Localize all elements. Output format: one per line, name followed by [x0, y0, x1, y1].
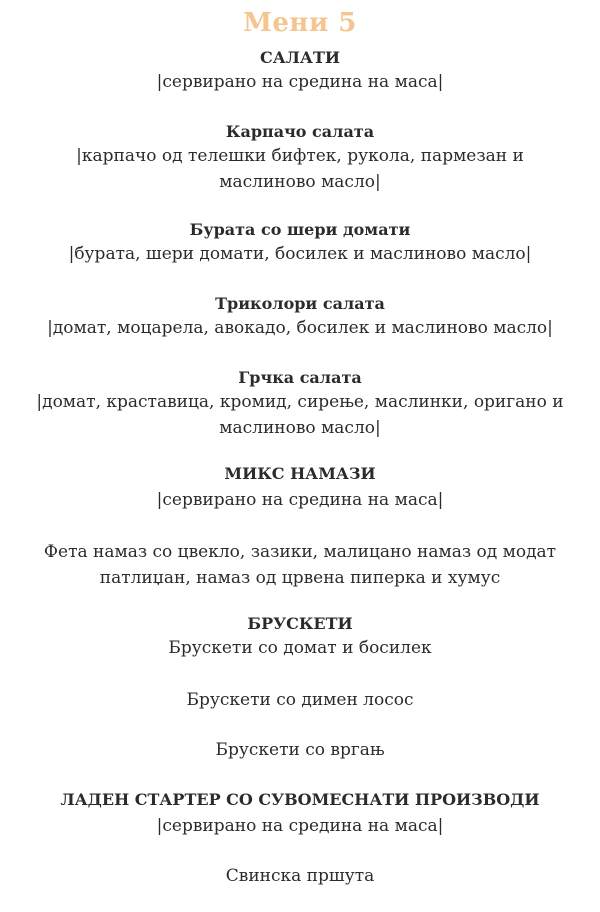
section-note-spreads: |сервирано на средина на маса|: [156, 490, 444, 510]
item-desc-carpaccio-line1: |карпачо од телешки бифтек, рукола, пармезан и: [76, 146, 524, 166]
item-name-burrata: Бурата со шери домати: [189, 220, 411, 239]
item-name-greek: Грчка салата: [238, 368, 362, 387]
item-desc-tricolori: |домат, моцарела, авокадо, босилек и маслиново масло|: [47, 318, 553, 338]
bruschetta-item-tomato: Брускети со домат и босилек: [168, 638, 432, 658]
section-heading-bruschetta: БРУСКЕТИ: [247, 614, 353, 633]
item-desc-greek-line2: маслиново масло|: [219, 418, 381, 438]
bruschetta-item-salmon: Брускети со димен лосос: [186, 690, 414, 710]
cold-starter-item-prosciutto: Свинска пршута: [225, 866, 375, 886]
section-heading-spreads: МИКС НАМАЗИ: [224, 464, 376, 483]
spreads-text-line2: патлиџан, намаз од црвена пиперка и хумус: [99, 568, 501, 588]
item-name-carpaccio: Карпачо салата: [225, 122, 375, 141]
bruschetta-item-porcini: Брускети со вргањ: [215, 740, 385, 760]
section-heading-cold-starter: ЛАДЕН СТАРТЕР СО СУВОМЕСНАТИ ПРОИЗВОДИ: [60, 790, 540, 809]
item-desc-greek-line1: |домат, краставица, кромид, сирење, маслинки, оригано и: [36, 392, 564, 412]
section-note-salads: |сервирано на средина на маса|: [156, 72, 444, 92]
spreads-text-line1: Фета намаз со цвекло, зазики, малицано намаз од модат: [43, 542, 557, 562]
item-name-tricolori: Триколори салата: [215, 294, 385, 313]
section-heading-salads: САЛАТИ: [260, 48, 340, 67]
item-desc-burrata: |бурата, шери домати, босилек и маслиново масло|: [68, 244, 532, 264]
menu-title: Мени 5: [243, 8, 357, 38]
item-desc-carpaccio-line2: маслиново масло|: [219, 172, 381, 192]
section-note-cold-starter: |сервирано на средина на маса|: [156, 816, 444, 836]
